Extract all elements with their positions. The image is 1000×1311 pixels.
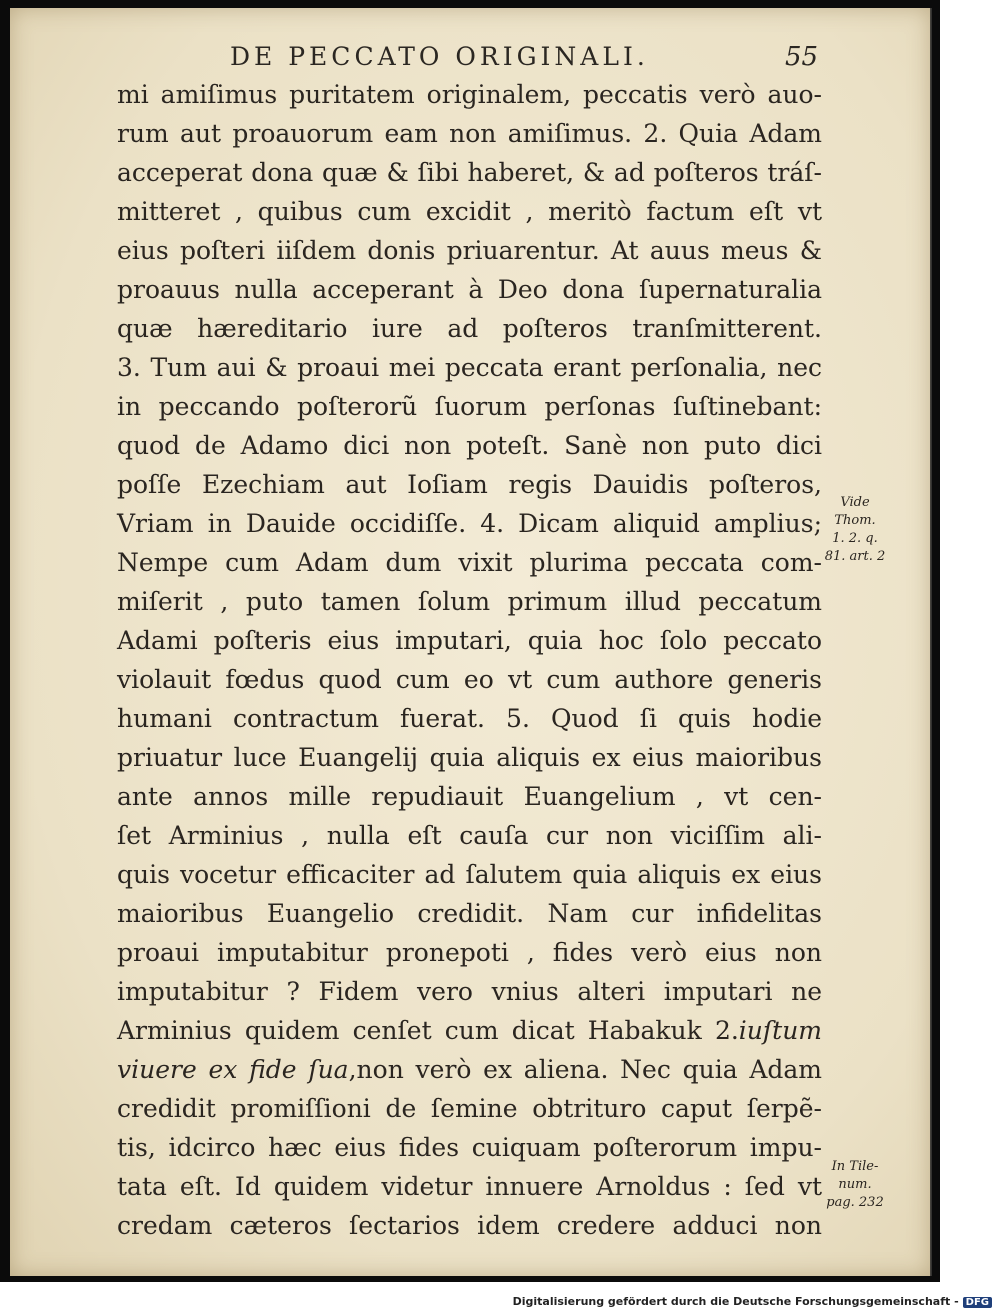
dfg-logo: DFG [963,1297,992,1308]
text-line-10: quod de Adamo dici non poteſt. Sanè non puto dici [117,431,822,460]
margin-note-line: 1. 2. q. [832,531,878,546]
text-line-19: ante annos mille repudiauit Euangelium , vt cen- [117,782,822,811]
text-segment: Arminius quidem cenſet cum dicat Habakuk 2. [117,1016,739,1045]
text-line-22: maioribus Euangelio credidit. Nam cur infidelitas [117,899,822,928]
text-line-7: quæ hæreditario iure ad poſteros tranſmitterent. [117,314,822,343]
text-line-20: ſet Arminius , nulla eſt cauſa cur non viciſſim ali- [117,821,822,850]
text-line-15: Adami poſteris eius imputari, quia hoc ſolo peccato [117,626,822,655]
text-line-3: acceperat dona quæ & ſibi haberet, & ad poſteros tráſ- [117,158,822,187]
margin-note-line: pag. 232 [826,1195,884,1210]
text-line-27: credidit promiſſioni de ſemine obtrituro caput ſerpẽ- [117,1094,822,1123]
text-line-1: mi amiſimus puritatem originalem, peccatis verò auo- [117,80,822,109]
digitization-credit [513,1295,992,1308]
text-line-12: Vriam in Dauide occidiſſe. 4. Dicam aliquid amplius; [117,509,822,538]
text-line-16: violauit fœdus quod cum eo vt cum authore generis [117,665,822,694]
running-header [10,38,930,78]
running-title: DE PECCATO ORIGINALI. [230,42,649,71]
text-line-6: proauus nulla acceperant à Deo dona ſupernaturalia [117,275,822,304]
text-line-5: eius poſteri iiſdem donis priuarentur. At auus meus & [117,236,822,265]
text-line-25 [117,1016,822,1046]
margin-note-line: 81. art. 2 [824,549,886,564]
text-line-14: miſerit , puto tamen ſolum primum illud peccatum [117,587,822,616]
text-line-8: 3. Tum aui & proaui mei peccata erant perſonalia, nec [117,353,822,382]
margin-note-line: In Tile- [831,1159,879,1174]
text-line-18: priuatur luce Euangelij quia aliquis ex eius maioribus [117,743,822,772]
margin-note-line: Thom. [834,513,876,528]
text-line-30: credam cæteros ſectarios idem credere adduci non [117,1211,822,1240]
page-number: 55 [785,42,819,72]
credit-text: Digitalisierung gefördert durch die Deutsche Forschungsgemeinschaft - [512,1295,959,1308]
margin-note-vide [818,494,892,566]
text-line-2: rum aut proauorum eam non amiſimus. 2. Quia Adam [117,119,822,148]
text-line-23: proaui imputabitur pronepoti , fides verò eius non [117,938,822,967]
text-line-9: in peccando poſterorũ ſuorum perſonas ſuſtinebant: [117,392,822,421]
book-page [10,8,930,1276]
text-line-24: imputabitur ? Fidem vero vnius alteri imputari ne [117,977,822,1006]
text-line-28: tis, idcirco hæc eius fides cuiquam poſterorum impu- [117,1133,822,1162]
margin-note-line: num. [838,1177,872,1192]
text-line-17: humani contractum fuerat. 5. Quod ſi quis hodie [117,704,822,733]
text-line-11: poſſe Ezechiam aut Ioſiam regis Dauidis poſteros, [117,470,822,499]
margin-note-tilenum [818,1158,892,1212]
text-segment: ,non verò ex aliena. Nec quia Adam [348,1055,822,1084]
text-line-26 [117,1055,822,1085]
margin-note-line: Vide [840,495,870,510]
text-line-29: tata eſt. Id quidem videtur innuere Arnoldus : ſed vt [117,1172,822,1201]
text-line-21: quis vocetur efficaciter ad ſalutem quia aliquis ex eius [117,860,822,889]
italic-citation: iuſtum [738,1016,822,1045]
text-line-13: Nempe cum Adam dum vixit plurima peccata com- [117,548,822,577]
italic-citation: viuere ex fide ſua [117,1055,349,1084]
text-line-4: mitteret , quibus cum excidit , meritò factum eſt vt [117,197,822,226]
